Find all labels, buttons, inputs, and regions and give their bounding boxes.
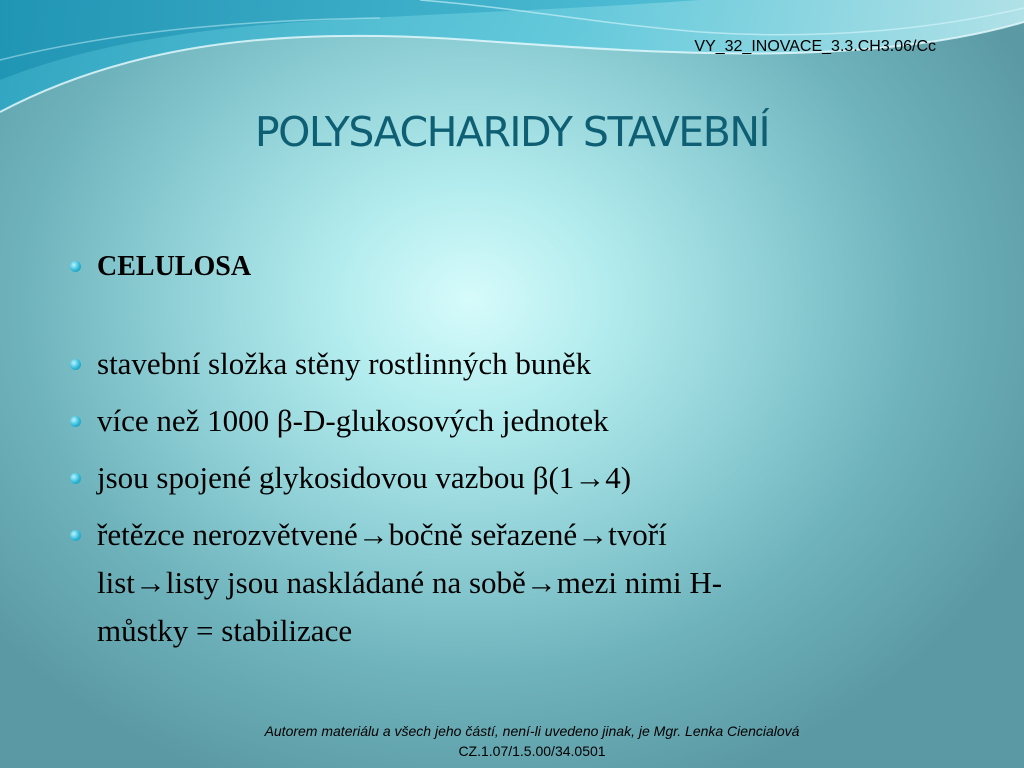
footer-project-number: CZ.1.07/1.5.00/34.0501 — [458, 743, 606, 759]
bullet-icon — [70, 473, 81, 484]
bullet-text: stavební složka stěny rostlinných buněk — [97, 346, 592, 381]
bullet-icon — [70, 359, 81, 370]
bullet-text-line: můstky = stabilizace — [97, 613, 353, 648]
bullet-icon — [70, 530, 81, 541]
slide-title: POLYSACHARIDY STAVEBNÍ — [254, 108, 770, 156]
footer — [0, 721, 1024, 761]
bullet-text-line: list→listy jsou naskládané na sobě→mezi nimi H- — [97, 565, 723, 600]
bullet-icon — [70, 261, 81, 272]
material-code: VY_32_INOVACE_3.3.CH3.06/Cc — [694, 38, 936, 55]
footer-credit: Autorem materiálu a všech jeho částí, není-li uvedeno jinak, je Mgr. Lenka Ciencialová — [264, 723, 800, 739]
bullet-text: jsou spojené glykosidovou vazbou β(1→4) — [97, 460, 632, 495]
bullet-icon — [70, 416, 81, 427]
section-heading: CELULOSA — [97, 251, 252, 282]
bullet-text-line: řetězce nerozvětvené→bočně seřazené→tvoří — [97, 517, 667, 552]
bullet-text: více než 1000 β-D-glukosových jednotek — [97, 403, 609, 438]
